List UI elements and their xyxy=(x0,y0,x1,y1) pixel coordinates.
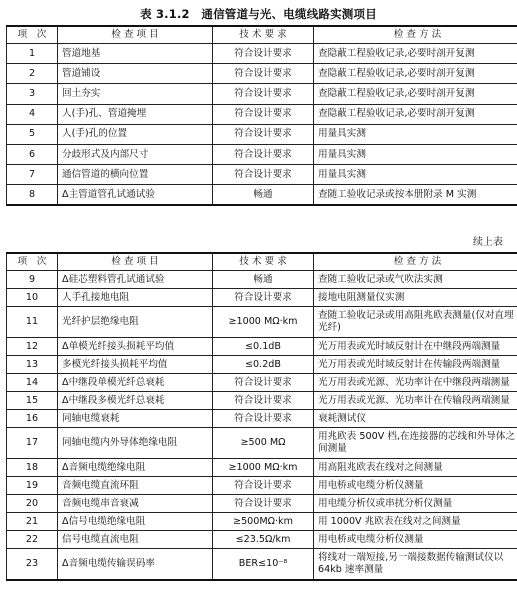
table-row xyxy=(7,165,517,185)
row-number: 1 xyxy=(7,44,58,64)
row-item: 人手孔接地电阻 xyxy=(58,289,213,307)
row-number: 6 xyxy=(7,144,58,164)
row-requirement: ≥1000 MΩ·km xyxy=(213,307,314,338)
row-item: 音频电缆串音衰减 xyxy=(58,495,213,513)
header-method: 检 查 方 法 xyxy=(314,26,517,44)
table-row xyxy=(7,374,517,392)
header-item: 检 查 项 目 xyxy=(58,26,213,44)
row-item: 分歧形式及内部尺寸 xyxy=(58,144,213,164)
row-method: 用高阻兆欧表在线对之间测量 xyxy=(314,459,517,477)
continued-label: 续上表 xyxy=(473,237,503,248)
row-requirement: 符合设计要求 xyxy=(213,44,314,64)
row-item: 管道地基 xyxy=(58,44,213,64)
row-method: 用电桥或电缆分析仪测量 xyxy=(314,531,517,549)
row-requirement: ≥500MΩ·km xyxy=(213,513,314,531)
row-item: Δ主管道管孔试通试验 xyxy=(58,185,213,205)
row-requirement: 符合设计要求 xyxy=(213,374,314,392)
row-number: 3 xyxy=(7,84,58,104)
table-row xyxy=(7,495,517,513)
table-row xyxy=(7,307,517,338)
row-method: 用兆欧表 500V 档,在连接器的芯线和外导体之间测量 xyxy=(314,428,517,459)
row-method: 接地电阻测量仪实测 xyxy=(314,289,517,307)
row-item: 多模光纤接头损耗平均值 xyxy=(58,356,213,374)
row-requirement: 畅通 xyxy=(213,185,314,205)
row-number: 21 xyxy=(7,513,58,531)
table-row xyxy=(7,124,517,144)
row-method: 用电缆分析仪或串扰分析仪测量 xyxy=(314,495,517,513)
row-number: 23 xyxy=(7,549,58,580)
table-row xyxy=(7,84,517,104)
inspection-table-part2 xyxy=(6,252,517,581)
row-number: 15 xyxy=(7,392,58,410)
row-item: 音频电缆直流环阻 xyxy=(58,477,213,495)
header-requirement: 技 术 要 求 xyxy=(213,26,314,44)
row-method: 用量具实测 xyxy=(314,124,517,144)
row-number: 11 xyxy=(7,307,58,338)
row-method: 查隐蔽工程验收记录,必要时剖开复测 xyxy=(314,44,517,64)
row-number: 14 xyxy=(7,374,58,392)
row-method: 衰耗测试仪 xyxy=(314,410,517,428)
table-row xyxy=(7,549,517,580)
row-requirement: 符合设计要求 xyxy=(213,144,314,164)
row-method: 用电桥或电缆分析仪测量 xyxy=(314,477,517,495)
row-requirement: ≥500 MΩ xyxy=(213,428,314,459)
row-method: 光万用表或光时域反射计在传输段两端测量 xyxy=(314,356,517,374)
table-header-row xyxy=(7,26,517,44)
header-no: 项 次 xyxy=(7,26,58,44)
row-item: 管道铺设 xyxy=(58,64,213,84)
row-number: 18 xyxy=(7,459,58,477)
table-row xyxy=(7,289,517,307)
table-row xyxy=(7,185,517,205)
row-number: 22 xyxy=(7,531,58,549)
table-row xyxy=(7,428,517,459)
row-number: 20 xyxy=(7,495,58,513)
row-item: 同轴电缆内外导体绝缘电阻 xyxy=(58,428,213,459)
table-header-row xyxy=(7,253,517,271)
table-title: 表 3.1.2 通信管道与光、电缆线路实测项目 xyxy=(140,7,377,21)
row-requirement: 符合设计要求 xyxy=(213,495,314,513)
row-requirement: 符合设计要求 xyxy=(213,64,314,84)
row-number: 12 xyxy=(7,338,58,356)
row-item: 人(手)孔、管道掩埋 xyxy=(58,104,213,124)
row-requirement: ≤0.1dB xyxy=(213,338,314,356)
row-item: 回土夯实 xyxy=(58,84,213,104)
header-item: 检 查 项 目 xyxy=(58,253,213,271)
row-number: 4 xyxy=(7,104,58,124)
header-requirement: 技 术 要 求 xyxy=(213,253,314,271)
row-method: 光万用表或光时域反射计在中继段两端测量 xyxy=(314,338,517,356)
row-item: Δ中继段单模光纤总衰耗 xyxy=(58,374,213,392)
row-method: 将线对一端短接,另一端接数据传输测试仪以 64kb 速率测量 xyxy=(314,549,517,580)
row-item: 同轴电缆衰耗 xyxy=(58,410,213,428)
row-number: 10 xyxy=(7,289,58,307)
row-requirement: 符合设计要求 xyxy=(213,410,314,428)
header-method: 检 查 方 法 xyxy=(314,253,517,271)
row-requirement: ≤0.2dB xyxy=(213,356,314,374)
table-row xyxy=(7,459,517,477)
row-method: 用 1000V 兆欧表在线对之间测量 xyxy=(314,513,517,531)
table-row xyxy=(7,144,517,164)
row-item: 人(手)孔的位置 xyxy=(58,124,213,144)
table-row xyxy=(7,477,517,495)
row-method: 查隐蔽工程验收记录,必要时剖开复测 xyxy=(314,104,517,124)
row-item: 通信管道的横向位置 xyxy=(58,165,213,185)
row-item: Δ中继段多模光纤总衰耗 xyxy=(58,392,213,410)
row-requirement: 符合设计要求 xyxy=(213,84,314,104)
row-method: 查隐蔽工程验收记录,必要时剖开复测 xyxy=(314,64,517,84)
row-number: 2 xyxy=(7,64,58,84)
row-requirement: ≤23.5Ω/km xyxy=(213,531,314,549)
inspection-table-part1 xyxy=(6,25,517,206)
table-row xyxy=(7,356,517,374)
row-number: 9 xyxy=(7,271,58,289)
row-item: Δ音频电缆传输误码率 xyxy=(58,549,213,580)
row-number: 7 xyxy=(7,165,58,185)
row-requirement: 符合设计要求 xyxy=(213,124,314,144)
row-method: 用量具实测 xyxy=(314,144,517,164)
row-number: 17 xyxy=(7,428,58,459)
row-method: 查隐蔽工程验收记录,必要时剖开复测 xyxy=(314,84,517,104)
row-method: 光万用表或光源、光功率计在传输段两端测量 xyxy=(314,392,517,410)
row-requirement: 畅通 xyxy=(213,271,314,289)
row-method: 查随工验收记录或气吹法实测 xyxy=(314,271,517,289)
row-method: 光万用表或光源、光功率计在中继段两端测量 xyxy=(314,374,517,392)
table-row xyxy=(7,410,517,428)
row-requirement: BER≤10⁻⁸ xyxy=(213,549,314,580)
table-row xyxy=(7,104,517,124)
table-row xyxy=(7,513,517,531)
row-requirement: 符合设计要求 xyxy=(213,104,314,124)
table-row xyxy=(7,531,517,549)
table-row xyxy=(7,392,517,410)
row-requirement: 符合设计要求 xyxy=(213,289,314,307)
table-row xyxy=(7,271,517,289)
row-number: 5 xyxy=(7,124,58,144)
header-no: 项 次 xyxy=(7,253,58,271)
row-number: 8 xyxy=(7,185,58,205)
table-row xyxy=(7,64,517,84)
row-item: Δ音频电缆绝缘电阻 xyxy=(58,459,213,477)
row-item: 信号电缆直流电阻 xyxy=(58,531,213,549)
row-number: 16 xyxy=(7,410,58,428)
row-method: 查随工验收记录或用高阻兆欧表测量(仅对直埋光纤) xyxy=(314,307,517,338)
table-row xyxy=(7,44,517,64)
row-method: 用量具实测 xyxy=(314,165,517,185)
row-requirement: 符合设计要求 xyxy=(213,165,314,185)
row-requirement: ≥1000 MΩ·km xyxy=(213,459,314,477)
row-number: 13 xyxy=(7,356,58,374)
row-method: 查随工验收记录或按本册附录 M 实测 xyxy=(314,185,517,205)
row-item: Δ信号电缆绝缘电阻 xyxy=(58,513,213,531)
row-requirement: 符合设计要求 xyxy=(213,477,314,495)
row-item: 光纤护层绝缘电阻 xyxy=(58,307,213,338)
row-requirement: 符合设计要求 xyxy=(213,392,314,410)
row-number: 19 xyxy=(7,477,58,495)
table-row xyxy=(7,338,517,356)
row-item: Δ硅芯塑料管孔试通试验 xyxy=(58,271,213,289)
row-item: Δ单模光纤接头损耗平均值 xyxy=(58,338,213,356)
